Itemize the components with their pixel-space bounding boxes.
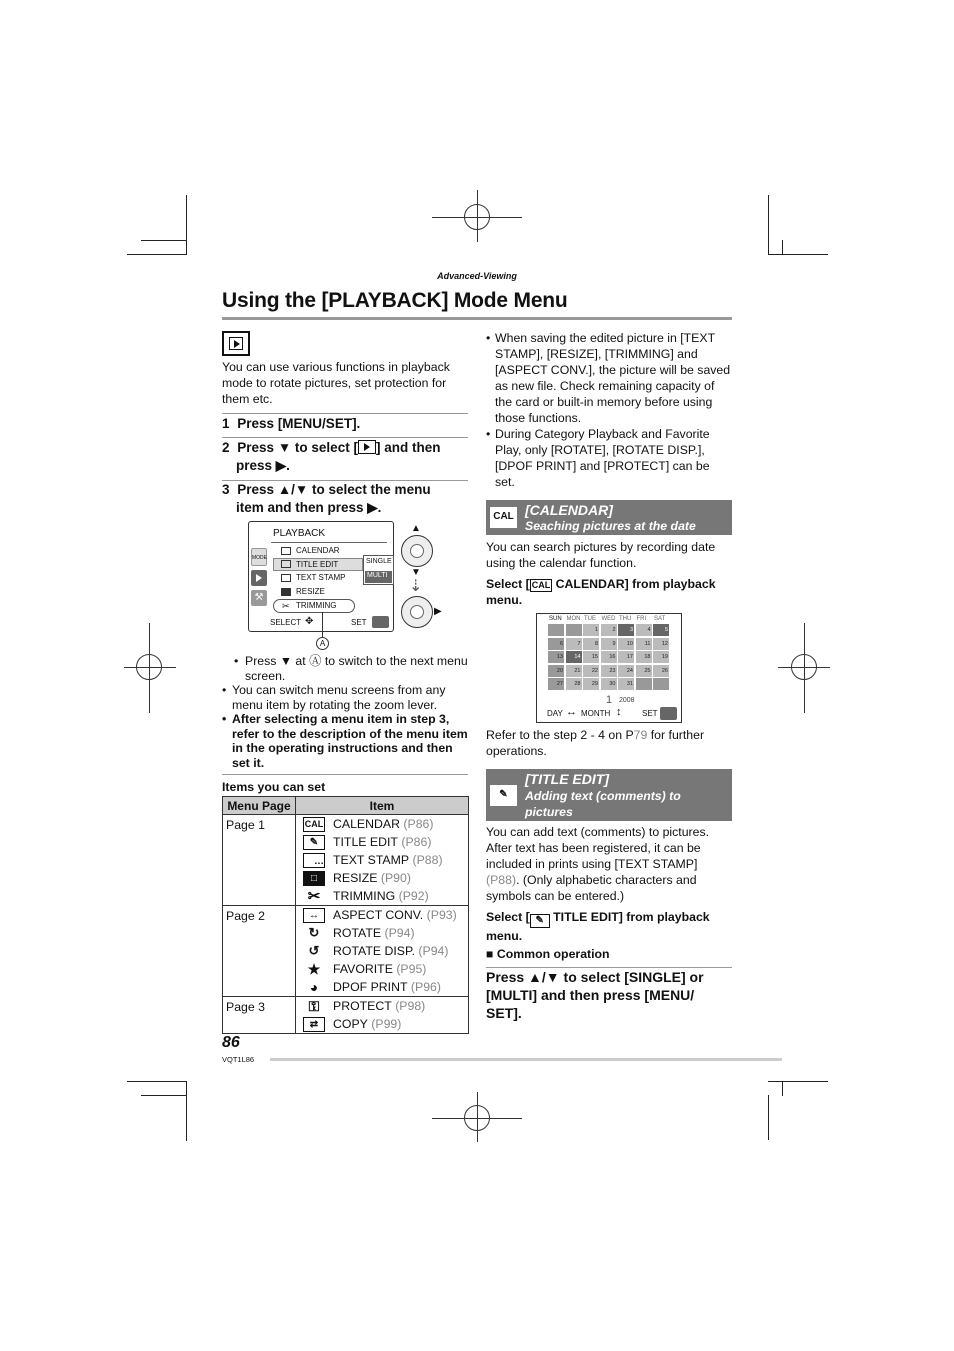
list-item — [296, 851, 468, 869]
item-ref: (P94) — [418, 944, 449, 958]
model-code: VQT1L86 — [222, 1055, 255, 1064]
playback-icon — [358, 440, 376, 454]
calendar-month: 1 — [606, 694, 613, 706]
note-bullet — [222, 683, 468, 712]
calendar-day-cell[interactable] — [548, 624, 564, 636]
registration-line — [804, 623, 805, 713]
weekday-sun: SUN — [549, 616, 562, 622]
calendar-section-header — [486, 500, 732, 535]
right-bullet — [486, 426, 732, 490]
step-1 — [222, 415, 468, 433]
registration-line — [477, 190, 478, 242]
table-row — [223, 906, 469, 997]
calendar-day-cell[interactable]: 6 — [548, 638, 564, 650]
items-table — [222, 796, 469, 1034]
calendar-day-cell[interactable]: 29 — [583, 678, 599, 690]
submenu-box — [363, 555, 394, 585]
items-caption: Items you can set — [222, 780, 326, 794]
crop-mark — [768, 254, 828, 255]
callout-a: A — [316, 637, 329, 650]
calendar-icon: CAL — [531, 580, 551, 590]
menu-item-resize[interactable]: RESIZE — [296, 587, 325, 596]
calendar-day-cell[interactable]: 17 — [618, 651, 634, 663]
trimming-scissors-icon: ✂ — [282, 601, 290, 611]
calendar-day-cell[interactable]: 19 — [653, 651, 669, 663]
step-number: 3 — [222, 482, 230, 497]
page-title: Using the [PLAYBACK] Mode Menu — [222, 289, 568, 312]
calendar-day-cell[interactable]: 7 — [566, 638, 582, 650]
month-arrows-icon: ↕ — [616, 706, 622, 718]
registration-line — [477, 1092, 478, 1142]
calendar-day-cell[interactable]: 30 — [601, 678, 617, 690]
bullet-text: When saving the edited picture in [TEXT STAMP], [RESIZE], [TRIMMING] and [ASPECT CONV.], the picture will be saved as new file. Check remaining capacity of the card or built-in memory before using those functions. — [495, 331, 731, 425]
list-item — [296, 815, 468, 833]
instruction-text: CALENDAR] from playback menu. — [486, 577, 716, 607]
item-name: COPY — [333, 1017, 368, 1031]
page-number: 86 — [222, 1034, 240, 1051]
calendar-day-cell[interactable]: 20 — [548, 665, 564, 677]
select-arrows-icon: ✥ — [305, 616, 314, 627]
step-text: Press [MENU/SET]. — [237, 416, 361, 431]
calendar-refer — [486, 727, 732, 759]
body-ref: (P88) — [486, 873, 517, 887]
submenu-multi[interactable]: MULTI — [367, 572, 388, 579]
list-item — [296, 869, 468, 887]
col-item: Item — [296, 797, 469, 815]
scissors-icon: ✂ — [307, 888, 321, 905]
weekday-fri: FRI — [636, 616, 647, 622]
title-edit-section-title: [TITLE EDIT] — [525, 771, 609, 787]
instruction-text: Select [ — [486, 577, 530, 591]
calendar-day-cell[interactable]: 15 — [583, 651, 599, 663]
menu-set-button-icon — [372, 616, 389, 628]
item-name: PROTECT — [333, 999, 392, 1013]
text-stamp-icon: … — [303, 853, 325, 868]
resize-icon — [281, 588, 291, 596]
step-text: item and then press ▶. — [236, 500, 382, 515]
items-cell — [296, 815, 469, 906]
dpof-print-icon: ◕ — [309, 979, 319, 995]
table-row — [223, 997, 469, 1034]
note-text: After selecting a menu item in step 3, refer to the description of the menu item in the operating instructions and then set it. — [232, 712, 468, 770]
step-2 — [222, 439, 468, 475]
calendar-day-cell[interactable]: 21 — [566, 665, 582, 677]
calendar-select-instruction — [486, 576, 732, 608]
item-ref: (P88) — [412, 853, 443, 867]
calendar-day-cell[interactable]: 23 — [601, 665, 617, 677]
step-text: ] and then — [375, 440, 441, 455]
calendar-section-title: [CALENDAR] — [525, 502, 613, 518]
page-cell: Page 1 — [223, 815, 296, 906]
select-label: SELECT — [270, 618, 302, 627]
section-divider — [222, 774, 468, 775]
calendar-day-cell[interactable]: 26 — [653, 665, 669, 677]
control-dial-icon — [401, 596, 433, 628]
item-name: CALENDAR — [333, 817, 400, 831]
rotate-icon: ↻ — [308, 925, 320, 940]
calendar-day-cell[interactable]: 1 — [583, 624, 599, 636]
body-text: . (Only alphabetic characters and symbols can be entered.) — [486, 873, 697, 903]
instruction-text: TITLE EDIT] from playback menu. — [486, 910, 710, 943]
down-arrow-icon: ▼ — [411, 567, 421, 578]
weekday-mon: MON — [566, 616, 581, 622]
calendar-day-cell[interactable] — [636, 678, 652, 690]
crop-mark — [768, 1095, 769, 1140]
title-edit-section-header — [486, 769, 732, 821]
menu-item-calendar[interactable]: CALENDAR — [296, 546, 340, 555]
step-text: Press ▲/▼ to select the menu — [237, 482, 431, 497]
day-arrows-icon: ↔ — [566, 706, 577, 718]
crop-mark — [782, 1081, 783, 1096]
list-item — [296, 924, 468, 942]
item-ref: (P99) — [371, 1017, 402, 1031]
setup-wrench-icon: ⚒ — [251, 590, 267, 606]
calendar-day-cell[interactable]: 5 — [653, 624, 669, 636]
note-text: You can switch menu screens from any menu item by rotating the zoom lever. — [232, 683, 446, 712]
item-name: TRIMMING — [333, 889, 396, 903]
crop-mark — [186, 195, 187, 255]
aspect-conv-icon: ↔ — [303, 908, 325, 923]
calendar-icon: CAL — [303, 817, 325, 832]
crop-mark — [768, 195, 769, 255]
calendar-body: You can search pictures by recording date using the calendar function. — [486, 540, 716, 570]
rotate-disp-icon: ↺ — [308, 943, 320, 958]
page-cell: Page 2 — [223, 906, 296, 997]
playback-tab-icon — [251, 570, 267, 586]
calendar-day-cell[interactable]: 12 — [653, 638, 669, 650]
text-stamp-icon — [281, 574, 291, 582]
item-ref: (P90) — [380, 871, 411, 885]
crop-mark — [186, 1081, 187, 1141]
weekday-tue: TUE — [584, 616, 596, 622]
cal-set-label: SET — [642, 709, 658, 718]
item-ref: (P86) — [401, 835, 432, 849]
intro-text: You can use various functions in playback mode to rotate pictures, set protection for them etc. — [222, 360, 450, 406]
calendar-day-cell[interactable]: 28 — [566, 678, 582, 690]
note-bullet-bold — [222, 712, 468, 770]
weekday-wed: WED — [601, 616, 616, 622]
item-ref: (P95) — [396, 962, 427, 976]
crop-mark — [768, 1081, 828, 1082]
calendar-icon: CAL — [490, 507, 517, 528]
calendar-day-cell[interactable]: 4 — [636, 624, 652, 636]
submenu-single[interactable]: SINGLE — [366, 558, 392, 565]
col-menu-page: Menu Page — [223, 797, 296, 815]
item-name: ASPECT CONV. — [333, 908, 424, 922]
right-bullet — [486, 330, 732, 426]
mode-tab: MODE — [251, 548, 267, 566]
item-name: TITLE EDIT — [333, 835, 398, 849]
bullet: • — [234, 654, 239, 668]
step-3 — [222, 481, 468, 517]
item-ref: (P93) — [426, 908, 457, 922]
item-ref: (P94) — [384, 926, 415, 940]
up-arrow-icon: ▲ — [411, 523, 421, 534]
list-item — [296, 887, 468, 905]
menu-screen-title: PLAYBACK — [273, 528, 326, 539]
menu-item-trimming[interactable]: TRIMMING — [296, 601, 337, 610]
calendar-day-cell[interactable]: 8 — [583, 638, 599, 650]
list-item — [296, 833, 468, 851]
calendar-day-cell[interactable] — [653, 678, 669, 690]
note-sub-bullet — [235, 654, 469, 683]
step-text: Press ▼ to select [ — [237, 440, 358, 455]
item-ref: (P86) — [403, 817, 434, 831]
list-item — [296, 978, 468, 996]
common-operation-label: ■ Common operation — [486, 947, 610, 961]
instruction-text: Select [ — [486, 910, 530, 924]
footer-rule — [270, 1058, 782, 1061]
item-name: TEXT STAMP — [333, 853, 410, 867]
calendar-day-cell[interactable]: 10 — [618, 638, 634, 650]
registration-line — [149, 623, 150, 713]
step-text: press ▶. — [236, 458, 290, 473]
star-icon: ★ — [307, 960, 321, 977]
table-row — [223, 815, 469, 906]
item-name: ROTATE DISP. — [333, 944, 415, 958]
bullet: • — [486, 427, 491, 441]
calendar-day-cell[interactable]: 14 — [566, 651, 582, 663]
item-name: FAVORITE — [333, 962, 393, 976]
day-label: DAY — [547, 709, 563, 718]
calendar-day-cell[interactable]: 25 — [636, 665, 652, 677]
calendar-day-cell[interactable]: 31 — [618, 678, 634, 690]
crop-mark — [127, 1081, 187, 1082]
control-dial-icon — [401, 535, 433, 567]
menu-item-title-edit[interactable]: TITLE EDIT — [296, 560, 339, 569]
calendar-section-subtitle: Seaching pictures at the date — [525, 519, 696, 533]
calendar-day-cell[interactable]: 16 — [601, 651, 617, 663]
calendar-day-cell[interactable]: 27 — [548, 678, 564, 690]
page-cell: Page 3 — [223, 997, 296, 1034]
key-icon: ⚿ — [308, 997, 320, 1014]
right-arrow-icon: ▶ — [434, 606, 442, 617]
list-item — [296, 997, 468, 1015]
table-header — [223, 797, 469, 815]
calendar-screen — [536, 613, 682, 723]
bullet: • — [486, 331, 491, 345]
title-edit-select-instruction — [486, 909, 732, 944]
item-name: RESIZE — [333, 871, 378, 885]
item-ref: (P98) — [395, 999, 426, 1013]
item-name: ROTATE — [333, 926, 382, 940]
calendar-year: 2008 — [619, 697, 635, 704]
note-text: Press ▼ at Ⓐ to switch to the next menu screen. — [245, 654, 468, 683]
final-step: Press ▲/▼ to select [SINGLE] or [MULTI] and then press [MENU/ SET]. — [486, 969, 704, 1021]
crop-mark — [782, 240, 783, 255]
crop-mark — [141, 1095, 186, 1096]
calendar-day-cell[interactable]: 11 — [636, 638, 652, 650]
calendar-day-cell[interactable]: 3 — [618, 624, 634, 636]
bullet-text: During Category Playback and Favorite Play, only [ROTATE], [ROTATE DISP.], [DPOF PRINT] and [PROTECT] can be set. — [495, 427, 710, 489]
weekday-sat: SAT — [654, 616, 666, 622]
step-divider — [222, 437, 468, 438]
menu-divider — [271, 542, 387, 543]
resize-icon: □ — [303, 871, 325, 886]
crop-mark — [141, 240, 186, 241]
items-cell — [296, 997, 469, 1034]
crop-mark — [127, 254, 187, 255]
list-item — [296, 942, 468, 960]
list-item — [296, 906, 468, 924]
step-number: 1 — [222, 416, 230, 431]
refer-text: for further operations. — [486, 728, 705, 758]
items-cell — [296, 906, 469, 997]
registration-line — [124, 667, 176, 668]
bullet: • — [222, 683, 227, 697]
calendar-day-cell[interactable]: 13 — [548, 651, 564, 663]
set-label: SET — [351, 618, 367, 627]
playback-menu-screen — [248, 521, 394, 632]
month-label: MONTH — [581, 709, 611, 718]
title-edit-subtitle-line2: pictures — [525, 805, 573, 819]
playback-mode-icon — [222, 331, 250, 356]
next-arrow-icon: ⇣ — [409, 578, 423, 595]
title-edit-icon — [281, 560, 291, 568]
item-ref: (P92) — [398, 889, 429, 903]
copy-icon: ⇄ — [303, 1017, 325, 1032]
section-label: Advanced-Viewing — [437, 271, 517, 281]
callout-line — [322, 612, 323, 638]
title-edit-icon: ✎ — [303, 835, 325, 850]
step-number: 2 — [222, 440, 230, 455]
calendar-day-cell[interactable]: 24 — [618, 665, 634, 677]
calendar-day-cell[interactable]: 2 — [601, 624, 617, 636]
calendar-icon — [281, 547, 291, 555]
calendar-day-cell[interactable]: 9 — [601, 638, 617, 650]
step-divider — [222, 413, 468, 414]
calendar-day-cell[interactable] — [566, 624, 582, 636]
list-item — [296, 1015, 468, 1033]
calendar-day-cell[interactable]: 22 — [583, 665, 599, 677]
calendar-day-cell[interactable]: 18 — [636, 651, 652, 663]
menu-item-text-stamp[interactable]: TEXT STAMP — [296, 573, 346, 582]
bullet: • — [222, 712, 227, 726]
refer-text: Refer to the step 2 - 4 on P — [486, 728, 634, 742]
body-text: You can add text (comments) to pictures. After text has been registered, it can be included in prints using [TEXT STAMP] — [486, 825, 710, 871]
title-edit-body — [486, 824, 732, 904]
title-edit-subtitle-line1: Adding text (comments) to — [525, 789, 681, 803]
item-name: DPOF PRINT — [333, 980, 408, 994]
title-edit-icon: ✎ — [490, 785, 517, 806]
list-item — [296, 960, 468, 978]
item-ref: (P96) — [410, 980, 441, 994]
refer-page: 79 — [633, 728, 648, 742]
weekday-thu: THU — [619, 616, 632, 622]
title-edit-icon: ✎ — [530, 914, 550, 928]
title-rule — [222, 317, 732, 320]
cal-set-button-icon — [660, 707, 677, 720]
